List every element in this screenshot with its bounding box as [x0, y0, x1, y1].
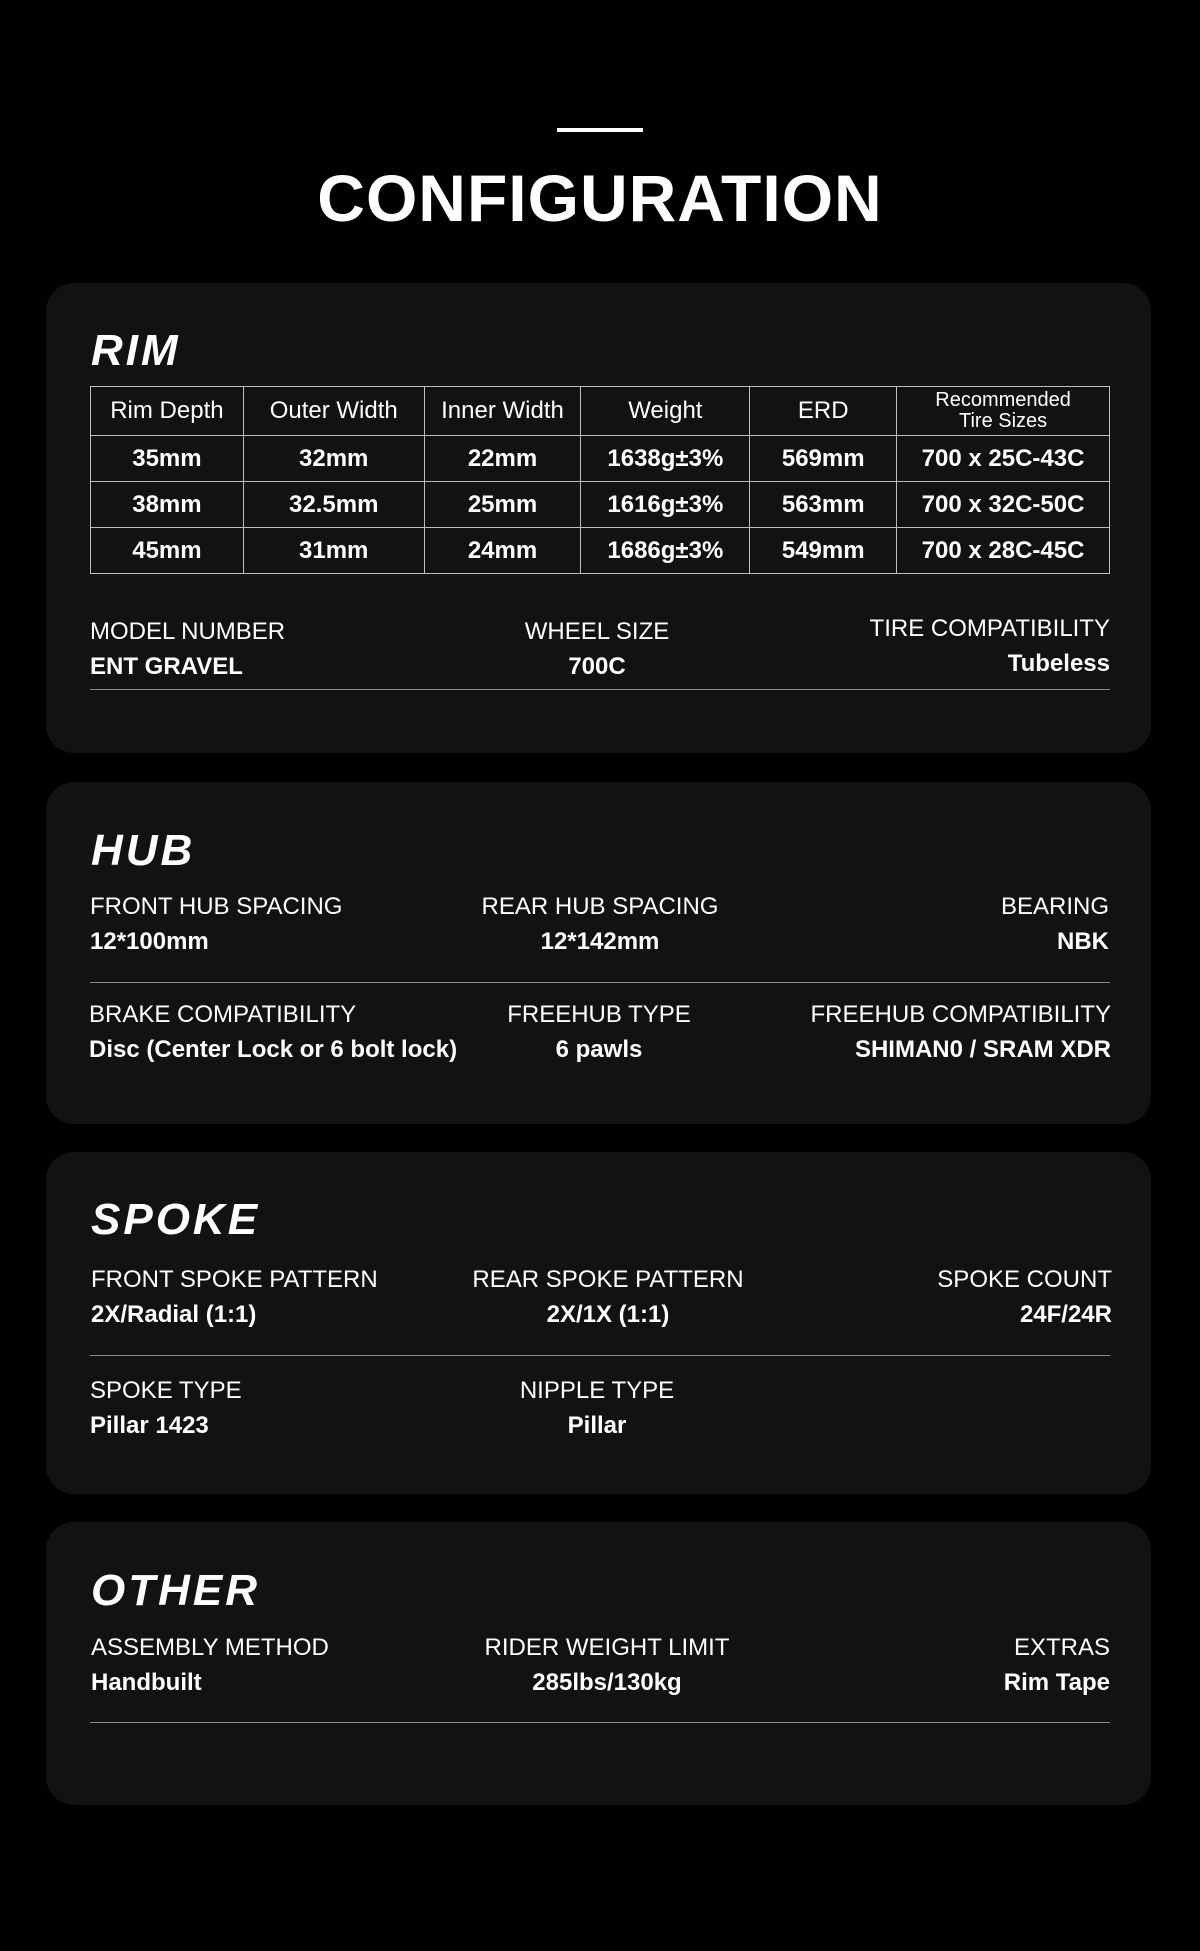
spec-value: Pillar 1423	[90, 1412, 209, 1439]
spec-value: 12*100mm	[90, 928, 209, 955]
column-header-tire-sizes	[897, 387, 1110, 436]
spec-value: Tubeless	[1007, 650, 1110, 677]
spec-value: 285lbs/130kg	[532, 1669, 682, 1696]
spec-wheel-size	[525, 617, 669, 682]
spec-label: MODEL NUMBER	[90, 618, 286, 645]
spec-assembly-method	[91, 1633, 329, 1698]
table-cell: 24mm	[424, 528, 581, 574]
hub-section-title: HUB	[91, 826, 196, 875]
spec-front-hub-spacing	[90, 892, 342, 957]
divider	[90, 689, 1110, 690]
table-cell: 700 x 28C-45C	[897, 528, 1110, 574]
spec-label: SPOKE COUNT	[937, 1266, 1112, 1293]
page-title: CONFIGURATION	[317, 161, 883, 235]
spoke-section-title: SPOKE	[91, 1195, 261, 1244]
column-header-tire-sizes-line1: Recommended	[935, 389, 1071, 411]
other-section-title: OTHER	[91, 1566, 260, 1615]
other-section	[46, 1522, 1151, 1805]
spec-spoke-count	[937, 1265, 1112, 1330]
spec-value: 12*142mm	[540, 928, 660, 955]
column-header-inner-width: Inner Width	[424, 387, 581, 436]
spec-value: 2X/Radial (1:1)	[91, 1301, 257, 1328]
spec-rider-weight-limit	[485, 1633, 730, 1698]
spec-front-spoke-pattern	[91, 1265, 378, 1330]
table-cell: 549mm	[750, 528, 897, 574]
spec-nipple-type	[520, 1376, 674, 1441]
table-cell: 563mm	[750, 482, 897, 528]
spec-label: WHEEL SIZE	[524, 618, 670, 645]
table-cell: 1638g±3%	[581, 436, 750, 482]
spec-value: 6 pawls	[555, 1036, 643, 1063]
rim-section-title: RIM	[91, 326, 181, 375]
table-header-row	[91, 387, 1110, 436]
spec-rear-spoke-pattern	[472, 1265, 743, 1330]
table-cell: 569mm	[750, 436, 897, 482]
table-cell: 700 x 32C-50C	[897, 482, 1110, 528]
spec-label: FREEHUB TYPE	[507, 1001, 691, 1028]
spec-extras	[1004, 1633, 1110, 1698]
spec-value: 2X/1X (1:1)	[546, 1301, 670, 1328]
hub-section	[46, 782, 1151, 1124]
spec-value: Rim Tape	[1003, 1669, 1110, 1696]
spec-value: Handbuilt	[91, 1669, 202, 1696]
spec-value: 700C	[568, 653, 626, 680]
rim-section	[46, 283, 1151, 753]
spec-label: REAR HUB SPACING	[481, 893, 719, 920]
table-row	[91, 528, 1110, 574]
spec-label: FRONT HUB SPACING	[90, 893, 343, 920]
column-header-rim-depth: Rim Depth	[91, 387, 244, 436]
table-cell: 1686g±3%	[581, 528, 750, 574]
spec-bearing	[1001, 892, 1109, 957]
spec-label: FRONT SPOKE PATTERN	[91, 1266, 378, 1293]
divider	[90, 1722, 1110, 1723]
column-header-tire-sizes-line2: Tire Sizes	[958, 410, 1048, 432]
spoke-section	[46, 1152, 1151, 1494]
spec-value: Disc (Center Lock or 6 bolt lock)	[89, 1036, 458, 1063]
spec-tire-compatibility	[870, 614, 1110, 679]
spec-label: SPOKE TYPE	[90, 1377, 242, 1404]
table-cell: 32.5mm	[243, 482, 424, 528]
table-cell: 35mm	[91, 436, 244, 482]
spec-rear-hub-spacing	[482, 892, 719, 957]
spec-freehub-compatibility	[811, 1000, 1111, 1065]
divider	[90, 982, 1110, 983]
spec-freehub-type	[507, 1000, 691, 1065]
spec-brake-compatibility	[89, 1000, 457, 1065]
spec-value: NBK	[1057, 928, 1109, 955]
spec-label: ASSEMBLY METHOD	[91, 1634, 329, 1661]
spec-value: Pillar	[567, 1412, 627, 1439]
spec-label: TIRE COMPATIBILITY	[869, 615, 1110, 642]
spec-label: REAR SPOKE PATTERN	[472, 1266, 744, 1293]
table-cell: 22mm	[424, 436, 581, 482]
spec-label: BEARING	[1000, 893, 1109, 920]
spec-label: FREEHUB COMPATIBILITY	[810, 1001, 1111, 1028]
spec-label: NIPPLE TYPE	[519, 1377, 675, 1404]
rim-spec-table	[90, 386, 1110, 574]
spec-label: BRAKE COMPATIBILITY	[89, 1001, 357, 1028]
table-cell: 700 x 25C-43C	[897, 436, 1110, 482]
table-cell: 38mm	[91, 482, 244, 528]
column-header-outer-width: Outer Width	[243, 387, 424, 436]
spec-model-number	[90, 617, 285, 682]
table-cell: 25mm	[424, 482, 581, 528]
table-row	[91, 482, 1110, 528]
spec-spoke-type	[90, 1376, 242, 1441]
table-cell: 1616g±3%	[581, 482, 750, 528]
spec-label: RIDER WEIGHT LIMIT	[484, 1634, 730, 1661]
table-cell: 45mm	[91, 528, 244, 574]
spec-value: 24F/24R	[1019, 1301, 1112, 1328]
spec-value: ENT GRAVEL	[90, 653, 243, 680]
divider	[90, 1355, 1110, 1356]
table-row	[91, 436, 1110, 482]
column-header-weight: Weight	[581, 387, 750, 436]
spec-value: SHIMAN0 / SRAM XDR	[854, 1036, 1111, 1063]
table-cell: 32mm	[243, 436, 424, 482]
table-cell: 31mm	[243, 528, 424, 574]
title-accent-line	[557, 128, 643, 132]
spec-label: EXTRAS	[1013, 1634, 1110, 1661]
column-header-erd: ERD	[750, 387, 897, 436]
